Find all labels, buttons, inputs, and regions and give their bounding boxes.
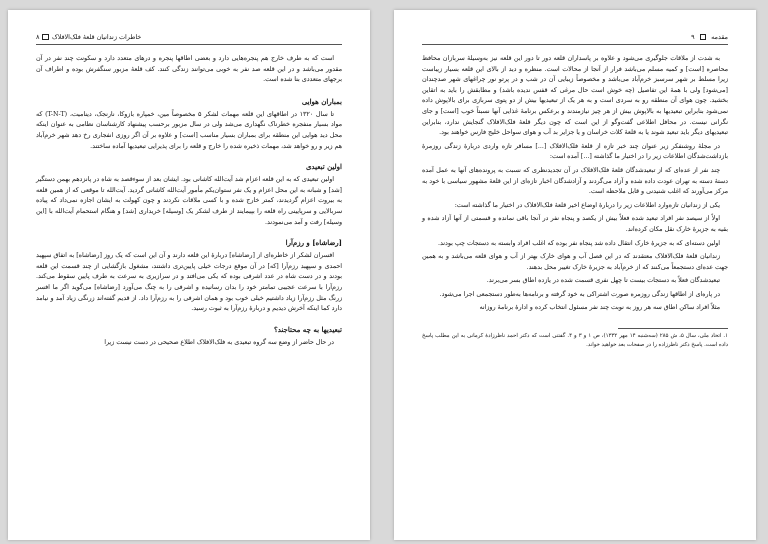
section-paragraph: اولین تبعیدی که به این قلعه اعزام شد آیت‌الله کاشانی بود. ایشان بعد از سوءقصد به شاه در پانزدهم بهمن دستگیر [شد] و شبانه به این محل اعزام و یک نفر ستوان‌یکم مأمور آیت‌الله کاشانی گردید. آیت‌الله تا موقعی که از همین قلعه به بیروت اعزام گردیدند، کمتر خارج شده و با کسی ملاقات نکردند و چون کهولت به ایشان اجازه نمی‌داد که پیاده سربالایی و سرپایینی راه قلعه را بپیمایند از طرف لشکر یک [وسیله] خریداری [شد] و هنگام استحمام آیت‌الله با [این وسیله] رفت و آمد می‌نمودند. xyxy=(36,176,342,226)
body-paragraph: در پاره‌ای از اطاقها زندگی روزمره صورت اشتراکی به خود گرفته و برنامه‌ها به‌طور دستجمعی اجرا می‌شود. xyxy=(439,290,720,298)
square-ornament-icon xyxy=(42,34,49,41)
section-paragraph: در حال حاضر از وضع سه گروه تبعیدی به فلک‌الافلاک اطلاع صحیحی در دست نیست زیرا xyxy=(104,338,334,346)
footnote: ۱. اتحاد ملی، سال ۵، ش ۲۸۵ (سه‌شنبه ۱۴ مهر ۱۳۳۲)، ص ۱ و ۳ و ۴. گفتنی است که دکتر احمد ناظرزادهٔ کرمانی به این مطلب پاسخ داده است. پاسخ دکتر ناظرزاده را در صفحات بعد خواهید خواند. xyxy=(422,333,729,348)
body-paragraph: در مجلهٔ روشنفکر زیر عنوان چند خبر تازه از قلعهٔ فلک‌الافلاک [...] مسافر تازه واردی دربارهٔ زندگی روزمرهٔ بازداشت‌شدگان اطلاعات زیر را در اختیار ما گذاشته [...] آمده است: xyxy=(422,142,728,161)
section-heading-first-exile: اولین تبعیدی xyxy=(305,162,342,172)
body-paragraph: اولین دسته‌ای که به جزیرهٔ خارک انتقال داده شد پنجاه نفر بوده که اغلب افراد وابسته به دستجات چپ بودند. xyxy=(438,239,720,247)
page-header-right xyxy=(422,32,728,45)
section-paragraph: افسران لشکر از خاطره‌ای از [رضاشاه] دربارهٔ این قلعه دارند و آن این است که یک روز [رضاشاه] به اتفاق سپهبد احمدی و سپهبد رزم‌آرا [که] در آن موقع درجات خیلی پایین‌تری داشتند، مشغول بازگشایی از چند قسمت این قلعه بودند و در دست شاه در عدد اشرفی بوده که یکی می‌افتد و در سرازیری به سرعت به طرف پایین سقوط می‌کند. رزم‌آرا با سرعت عجیبی تمامتر خود را بدان رسانیده و اشرفی را به چنگ می‌آورد [رضاشاه] می‌گوید اگر ما افسر زرنگ مثل رزم‌آرا زیاد داشتیم خیلی خوب بود و همان اشرفی را به رزم‌آرا داد. از قدیم گفته‌اند زرنگی زیاد آمد و نیامد دارد کما اینکه آخرش دیدیم و دربارهٔ رزم‌آرا به ثبوت رسید. xyxy=(36,252,342,313)
body-paragraph: چند نفر از عده‌ای که از تبعیدشدگان قلعهٔ فلک‌الافلاک در آن تجدیدنظری که نسبت به پرونده‌های آنها به عمل آمده دستهٔ دسته به تهران عودت داده شده و آزاد می‌گردند و آزادشدگان اخبار تازه‌ای از این قلعهٔ مشهور سیاسی با خود به مرکز می‌آورند که اغلب شنیدنی و قابل ملاحظه است. xyxy=(422,166,728,196)
page-left xyxy=(8,10,370,540)
footnote-divider xyxy=(618,328,728,329)
intro-paragraph: است که به طرف خارج هم پنجره‌هایی دارد و بعضی اطاقها پنجره و درهای متعدد دارد و سکونت چند نفر در آن مقدور می‌باشد و در این قلعه صد نفر به خوبی می‌توانند زندگی کنند. کف قلعهٔ مزبور سنگفرش بوده و اطراف آن برجهای متعددی بنا شده است. xyxy=(36,55,342,84)
page-left-content xyxy=(36,32,342,528)
square-ornament-icon xyxy=(700,34,707,41)
page-right-content xyxy=(422,32,728,528)
page-header-left xyxy=(36,32,342,45)
page-number-right: ۹ xyxy=(691,33,695,41)
body-paragraph: یکی از زندانیان تازه‌وارد اطلاعات زیر را دربارهٔ اوضاع اخیر قلعهٔ فلک‌الافلاک در اختیار ما گذاشته است: xyxy=(454,201,720,209)
section-paragraph: تا سال ۱۳۲۰ در اطاقهای این قلعه مهمات لشکر ۵ مخصوصاً مین، خمپاره بازوکا، نارنجک، دینامیت، (T-N-T) که مواد بسیار منفجره خطرناک نگهداری می‌شد ولی در سال مزبور برحسب پیشنهاد کارشناسان نظامی به عنوان اینکه محل دید هوایی این منطقه برای بمباران بسیار مناسب [است] و علاوه بر آن اگر روزی انفجاری رخ دهد شهر خرم‌آباد هم زیر و رو خواهد شد، مهمات ذخیره شده را خارج و قلعه را برای پذیرایی تبعیدیها آماده ساختند. xyxy=(36,110,342,150)
section-heading-razmara: [رضاشاه] و رزم‌آرا xyxy=(285,238,342,248)
running-title-right: مقدمه xyxy=(711,33,728,41)
body-paragraph: تبعیدشدگان فعلاً به دستجات بیست تا چهل نفری قسمت شده در یازده اطاق بسر می‌برند. xyxy=(486,277,720,285)
body-paragraph: زندانیان قلعهٔ فلک‌الافلاک معتقدند که در این فصل آب و هوای خارک بهتر از آب و هوای قلعه می‌باشد و به همین جهت عده‌ای دستجمعاً می‌کنند که از خرم‌آباد به جزیرهٔ خارک تغییر محل بدهند. xyxy=(422,253,728,271)
section-heading-air-raid: بمباران هوایی xyxy=(301,96,342,106)
body-paragraph: اولاً از سیصد نفر افراد تبعید شده فعلاً بیش از یکصد و پنجاه نفر در آنجا باقی نمانده و قسمتی از آنها آزاد شده و بقیه به جزیرهٔ خارک نقل مکان کرده‌اند. xyxy=(422,215,728,233)
section-heading-exile-needs: تبعیدیها به چه محتاجند؟ xyxy=(274,324,342,334)
running-title-left: خاطرات زندانیان قلعهٔ فلک‌الافلاک xyxy=(51,33,142,41)
body-paragraph: به شدت از ملاقات جلوگیری می‌شود و علاوه بر پاسداران قلعه دور تا دور این قلعه نیز به‌وسیلهٔ سربازان محافظ محاصره [است] و کمیه مسلم می‌باشد فرار از آنجا از محالات است. منظره و دید از بالای این قلعه بسیار زیباست زیرا مسلط بر شهر سرسبز خرم‌آباد می‌باشد و مخصوصاً زیبایی آن در شب و در پرتو نور چراغهای شهر صدچندان [می‌شود] ولی با همهٔ این تفاصیل (چه خوش است حال مرغی که قفس ندیده باشد) و مطابقش را باید به اتقاین بخشید. چون هوای آن منطقه رو به سردی است و به هر یک از تبعیدیها بیش از دو پتوی سربازی برای بالاپوش داده نمی‌شود بنابراین تبعیدیها به بالاپوش بیش از هر چیز نیازمندند و برعکس برنامهٔ غذایی آنها نسبتاً خوب [است] و جای نگرانی نیست. در محافل اطلاعی گفت‌وگو از این است که چون دیگر قلعهٔ فلک‌الافلاک گنجایش ندارد، بنابراین تبعیدیهای دیگر باید تبعید شوند یا به قلعهٔ کلات خراسان و یا جزایر بد آب و هوای سواحل خلیج فارس خواهند بود. xyxy=(422,55,728,137)
body-paragraph: مثلاً افراد ساکن اطاق سه هر روز به نوبت چند نفر مسئول انتخاب کرده و ادارهٔ برنامهٔ روزانه xyxy=(479,304,720,312)
page-number-left: ۸ xyxy=(36,33,40,41)
page-right xyxy=(394,10,756,540)
